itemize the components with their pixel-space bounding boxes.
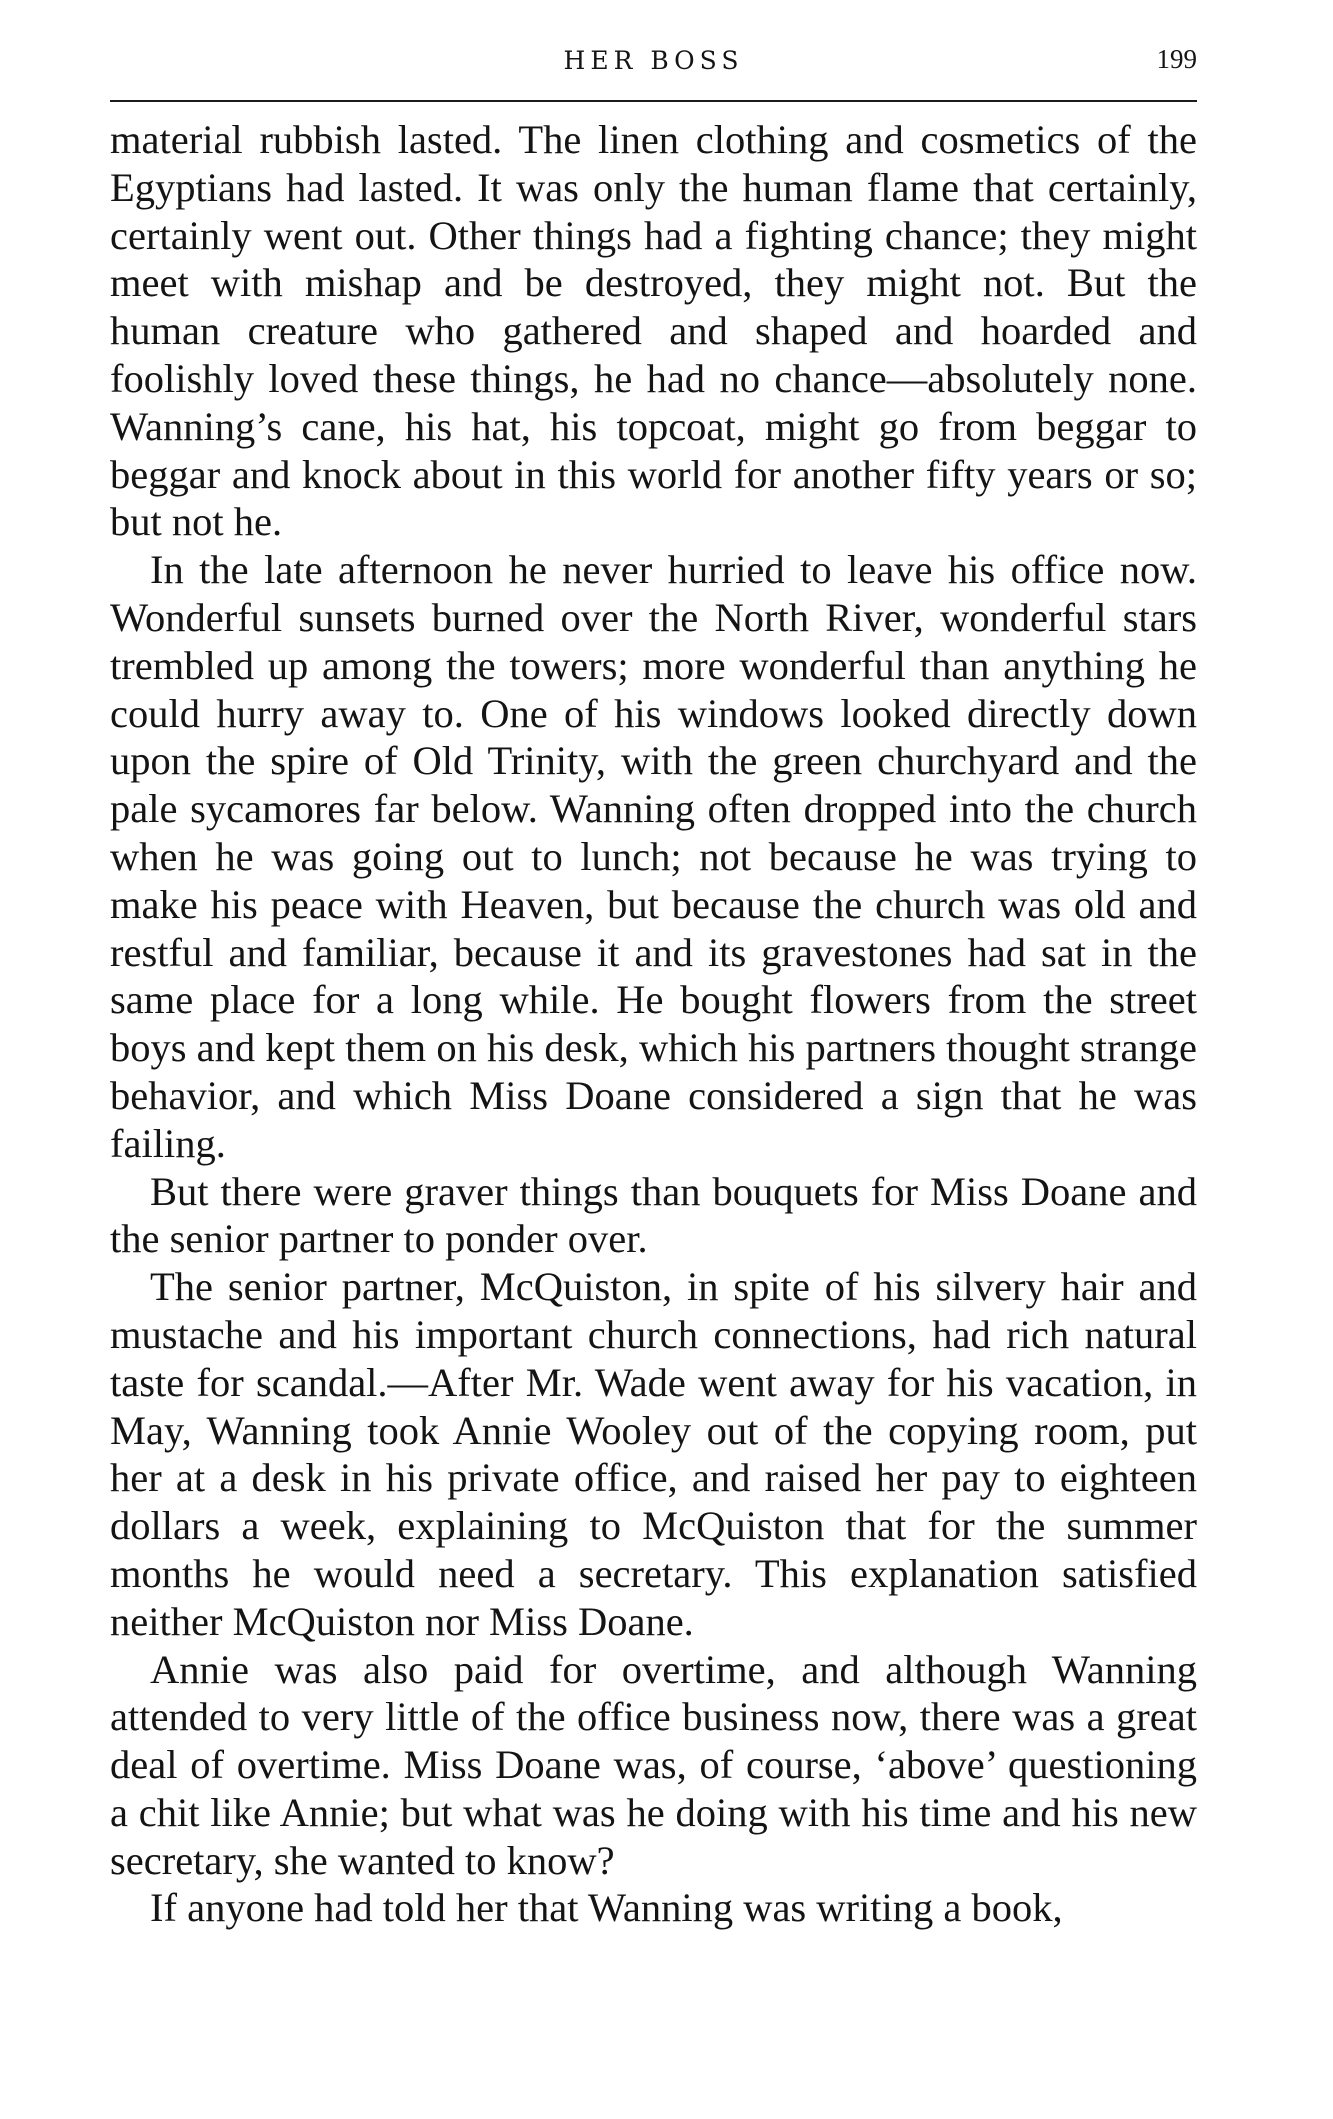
paragraph: If anyone had told her that Wanning was writing a book,: [150, 1885, 1063, 1931]
running-head: HER BOSS: [563, 46, 744, 75]
page-header: [110, 38, 1197, 102]
page-number: 199: [1156, 44, 1197, 74]
paragraph: The senior partner, McQuiston, in spite of his silvery hair and mustache and his important church connections, had rich natural taste for scandal.—After Mr. Wade went away for his vacation, in May, Wanning took Annie Wooley out of the copying room, put her at a desk in his private office, and raised her pay to eighteen dollars a week, explaining to McQuiston that for the summer months he would need a secretary. This explanation satisfied neither McQuiston nor Miss Doane.: [110, 1264, 1197, 1644]
paragraph: In the late afternoon he never hurried to leave his office now. Wonderful sunsets burned over the North River, wonderful stars trembled up among the towers; more wonderful than anything he could hurry away to. One of his windows looked directly down upon the spire of Old Trinity, with the green churchyard and the pale sycamores far below. Wanning often dropped into the church when he was going out to lunch; not because he was trying to make his peace with Heaven, but because the church was old and restful and familiar, because it and its gravestones had sat in the same place for a long while. He bought flowers from the street boys and kept them on his desk, which his partners thought strange behavior, and which Miss Doane considered a sign that he was failing.: [110, 547, 1197, 1166]
paragraph: material rubbish lasted. The linen clothing and cosmetics of the Egyptians had lasted. It was only the human flame that certainly, certainly went out. Other things had a fighting chance; they might meet with mishap and be destroyed, they might not. But the human creature who gathered and shaped and hoarded and foolishly loved these things, he had no chance—absolutely none. Wanning’s cane, his hat, his topcoat, might go from beggar to beggar and knock about in this world for another fifty years or so; but not he.: [110, 117, 1197, 545]
paragraph: But there were graver things than bouquets for Miss Doane and the senior partner to ponder over.: [110, 1168, 1197, 1262]
book-page: [110, 38, 1197, 1932]
paragraph: Annie was also paid for overtime, and although Wanning attended to very little of the office business now, there was a great deal of overtime. Miss Doane was, of course, ‘above’ questioning a chit like Annie; but what was he doing with his time and his new secretary, she wanted to know?: [110, 1646, 1197, 1883]
body-text: [110, 116, 1197, 1932]
